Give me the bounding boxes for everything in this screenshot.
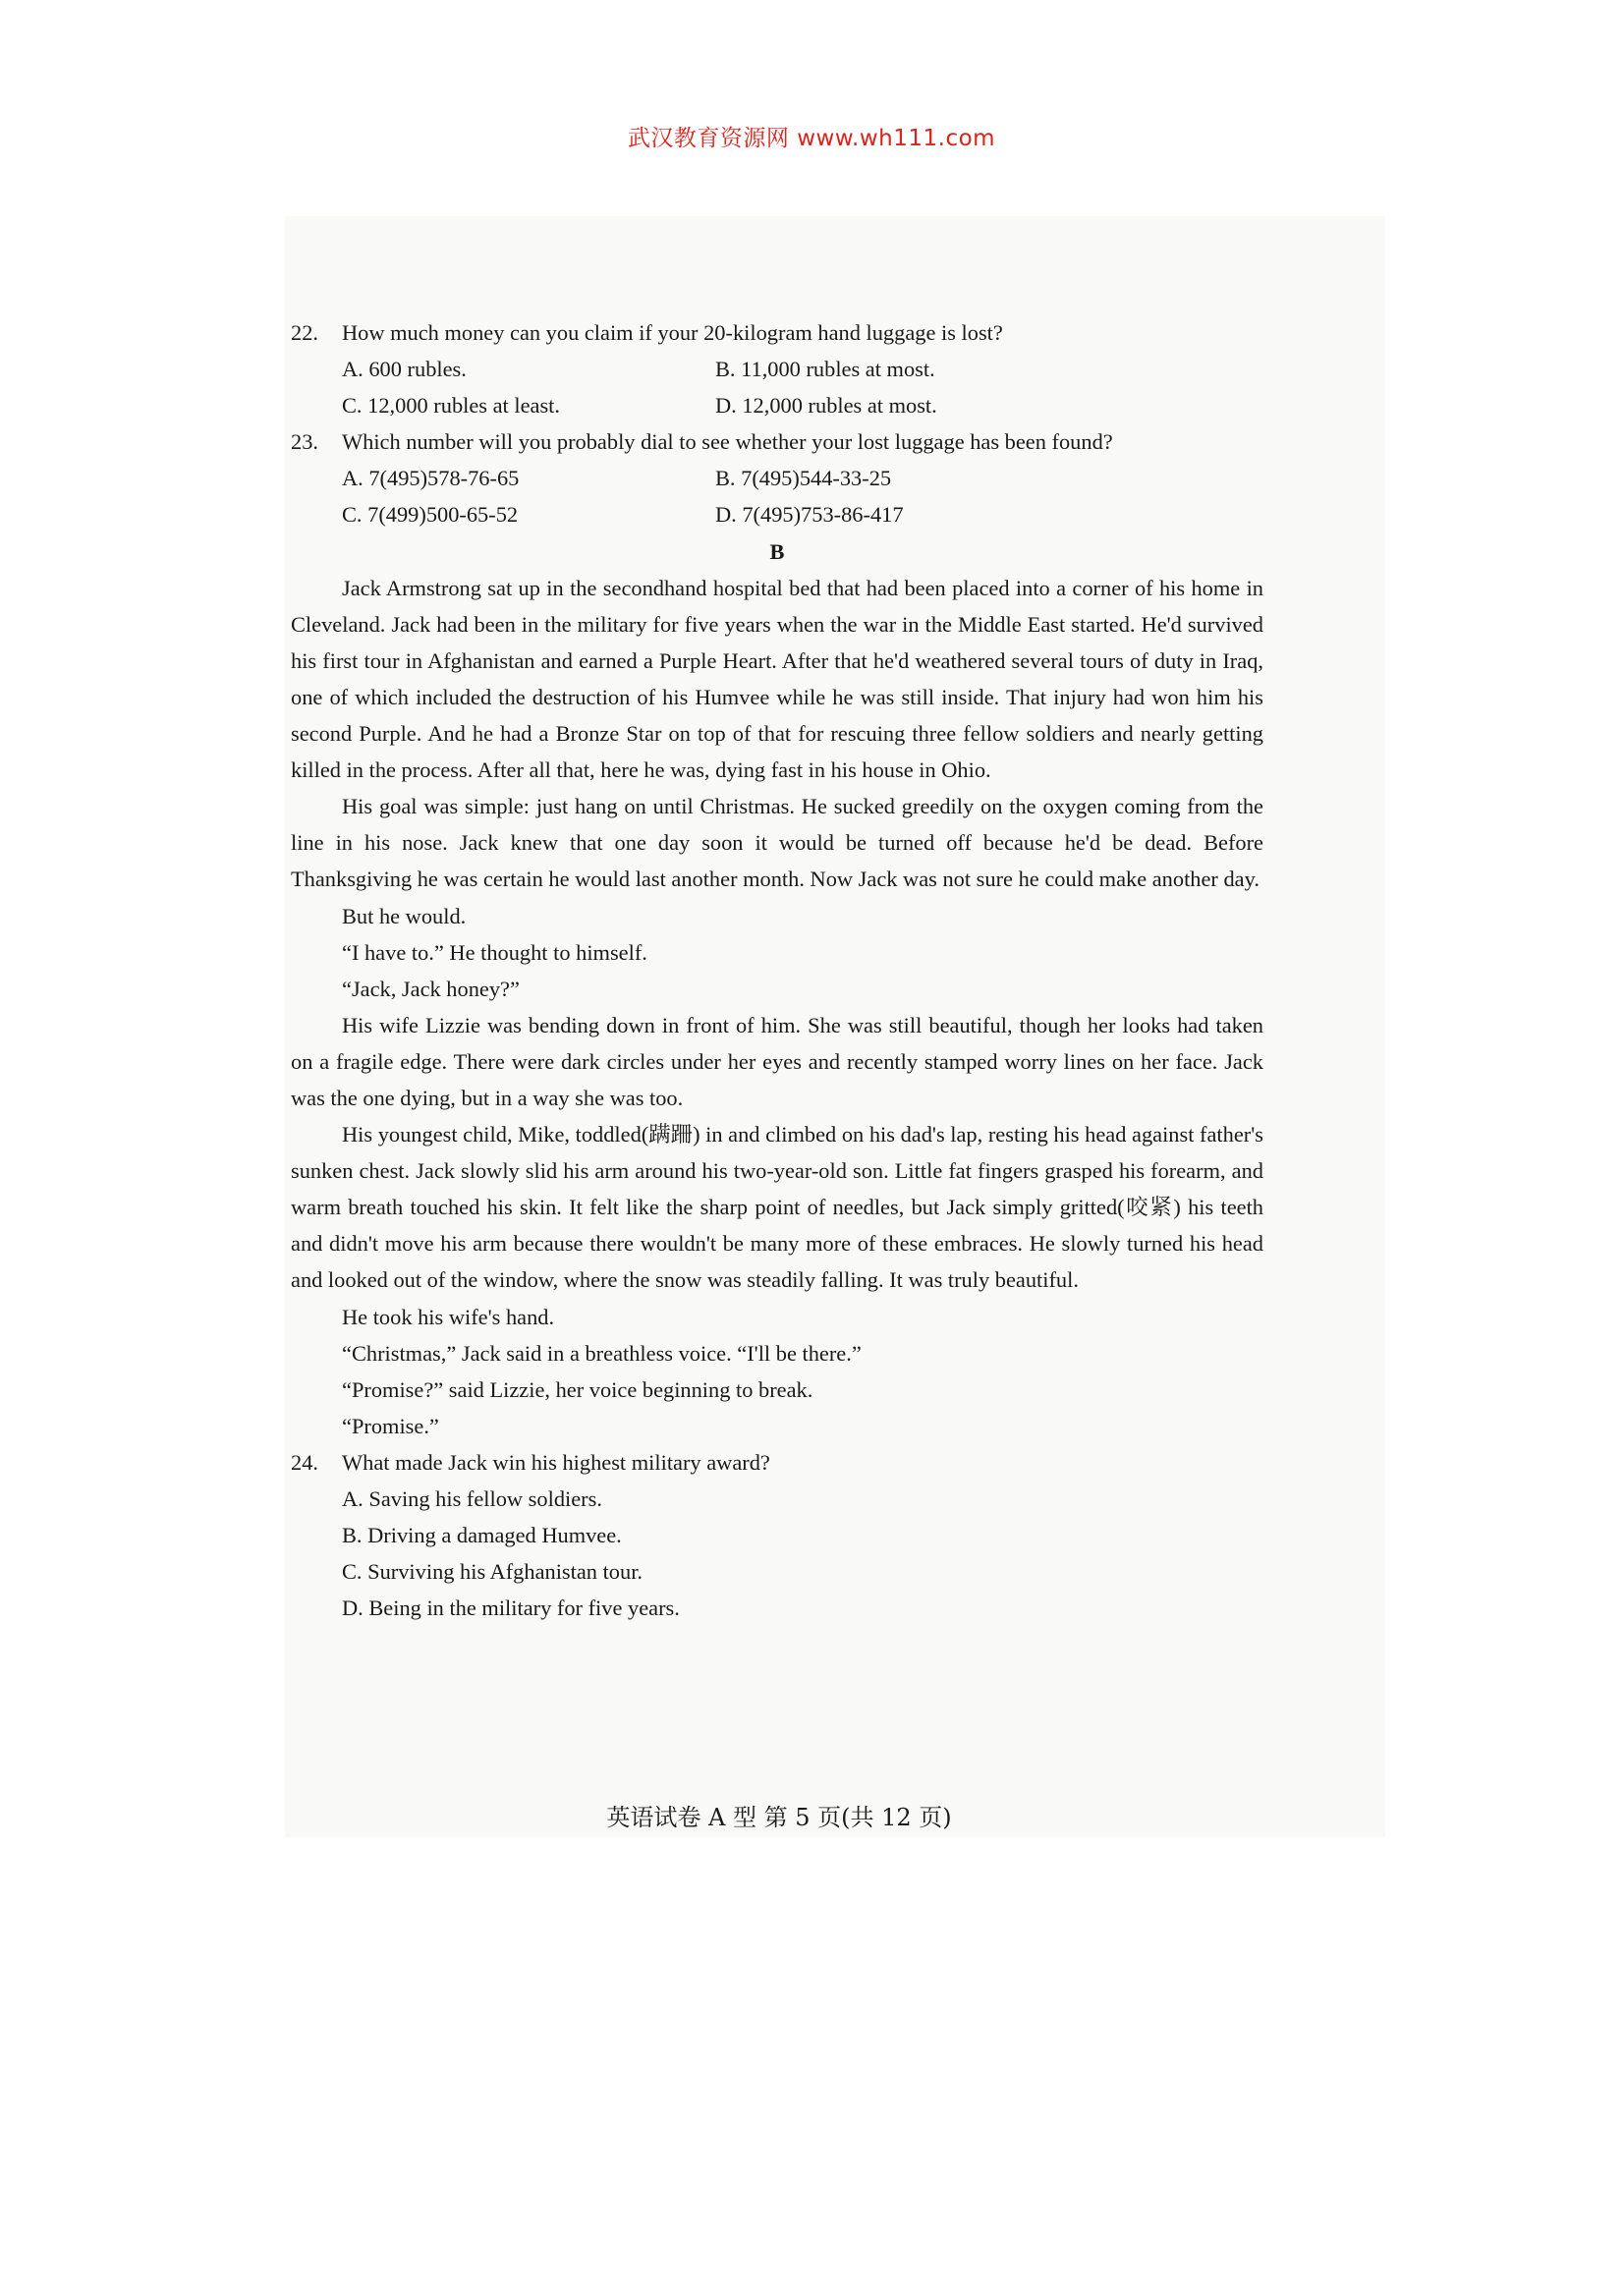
question-23-options-row-1: [291, 460, 1273, 496]
option-c: C. 12,000 rubles at least.: [342, 393, 561, 419]
passage-line: “Christmas,” Jack said in a breathless voice. “I'll be there.”: [342, 1340, 862, 1366]
option-a: A. 600 rubles.: [342, 357, 467, 382]
question-22: [291, 314, 1273, 351]
option-d: D. 12,000 rubles at most.: [715, 393, 937, 419]
question-number: 22.: [291, 320, 318, 345]
option-d: D. 7(495)753-86-417: [715, 502, 904, 528]
option-a: A. 7(495)578-76-65: [342, 466, 520, 491]
question-24: [291, 1444, 1273, 1481]
question-number: 23.: [291, 429, 318, 455]
option-b: B. 11,000 rubles at most.: [715, 357, 935, 382]
passage-paragraph-1: Jack Armstrong sat up in the secondhand hospital bed that had been placed into a corner of his home in Cleveland. Jack had been in the military for five years when the war in the Middle East started. He'd survived his first tour in Afghanistan and earned a Purple Heart. After that he'd weathered several tours of duty in Iraq, one of which included the destruction of his Humvee while he was still inside. That injury had won him his second Purple. And he had a Bronze Star on top of that for rescuing three fellow soldiers and nearly getting killed in the process. After all that, here he was, dying fast in his house in Ohio.: [291, 575, 1263, 783]
question-22-options-row-2: [291, 387, 1273, 423]
option-b: B. Driving a damaged Humvee.: [342, 1523, 622, 1548]
passage-line: “Promise.”: [342, 1413, 439, 1438]
question-22-options-row-1: [291, 351, 1273, 387]
passage-paragraph-2: His goal was simple: just hang on until Christmas. He sucked greedily on the oxygen coming from the line in his nose. Jack knew that one day soon it would be turned off because he'd be dead. Before Thanksgiving he was certain he would last another month. Now Jack was not sure he could make another day.: [291, 794, 1263, 892]
option-a: A. Saving his fellow soldiers.: [342, 1486, 602, 1511]
passage-paragraph-4: His youngest child, Mike, toddled(蹒跚) in and climbed on his dad's lap, resting his head against father's sunken chest. Jack slowly slid his arm around his two-year-old son. Little fat fingers grasped his forearm, and warm breath touched his skin. It felt like the sharp point of needles, but Jack simply gritted(咬紧) his teeth and didn't move his arm because there wouldn't be many more of these embraces. He slowly turned his head and looked out of the window, where the snow was steadily falling. It was truly beautiful.: [291, 1122, 1263, 1293]
site-watermark: 武汉教育资源网 www.wh111.com: [627, 126, 996, 151]
passage-line: “Promise?” said Lizzie, her voice beginning to break.: [342, 1376, 813, 1402]
option-c: C. Surviving his Afghanistan tour.: [342, 1559, 644, 1585]
page-content: [291, 314, 1273, 1626]
page-footer: 英语试卷 A 型 第 5 页(共 12 页): [606, 1804, 952, 1831]
option-b: B. 7(495)544-33-25: [715, 466, 892, 491]
question-text: How much money can you claim if your 20-kilogram hand luggage is lost?: [342, 320, 1003, 345]
passage-line: “Jack, Jack honey?”: [342, 976, 520, 1001]
option-c: C. 7(499)500-65-52: [342, 502, 519, 528]
question-text: What made Jack win his highest military award?: [342, 1449, 770, 1475]
option-d: D. Being in the military for five years.: [342, 1596, 680, 1621]
passage-line: He took his wife's hand.: [342, 1304, 555, 1329]
passage-line: But he would.: [342, 903, 467, 928]
question-23-options-row-2: [291, 496, 1273, 532]
passage-paragraph-3: His wife Lizzie was bending down in front of him. She was still beautiful, though her looks had taken on a fragile edge. There were dark circles under her eyes and recently stamped worry lines on her face. Jack was the one dying, but in a way she was too.: [291, 1012, 1263, 1110]
question-23: [291, 423, 1273, 460]
question-number: 24.: [291, 1449, 318, 1475]
question-text: Which number will you probably dial to see whether your lost luggage has been found?: [342, 429, 1113, 455]
passage-line: “I have to.” He thought to himself.: [342, 939, 647, 965]
section-heading: B: [769, 538, 785, 564]
